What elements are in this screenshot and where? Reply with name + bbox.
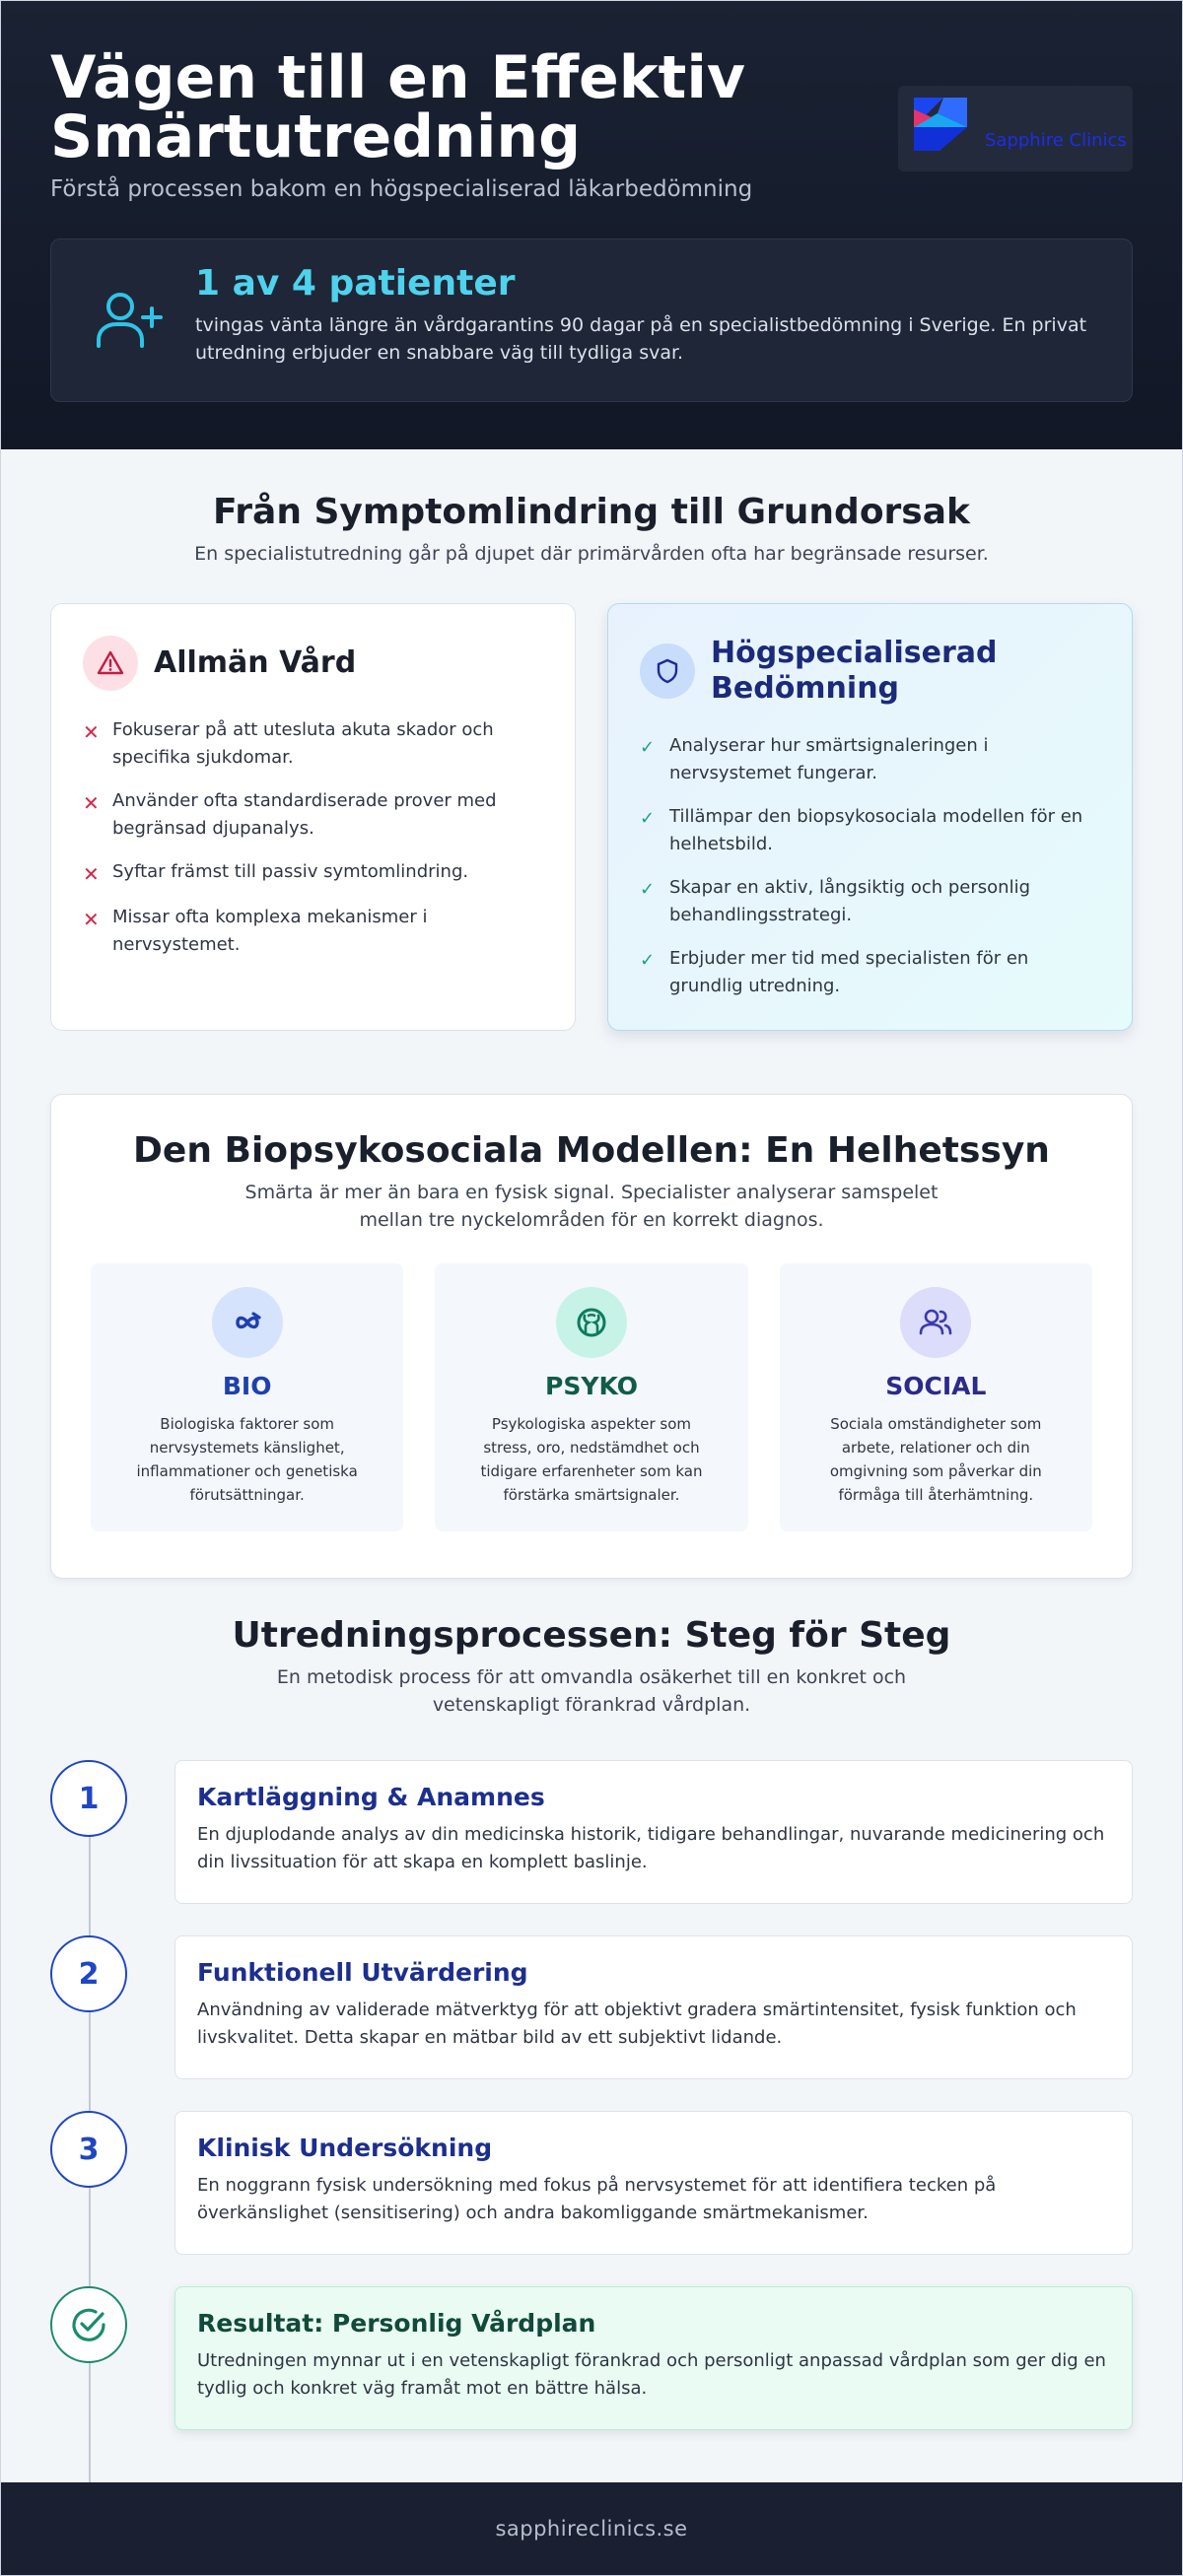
sapphire-logo-icon xyxy=(914,98,967,151)
list-item xyxy=(640,803,1100,858)
list-item xyxy=(83,904,543,959)
check-icon: ✓ xyxy=(640,808,656,829)
infinity-icon xyxy=(212,1287,283,1358)
shield-icon xyxy=(640,644,695,699)
step-title: Funktionell Utvärdering xyxy=(197,1958,528,1987)
step-card xyxy=(174,1760,1133,1904)
process-timeline xyxy=(50,1760,1133,2430)
result-title: Resultat: Personlig Vårdplan xyxy=(197,2309,596,2338)
specialist-title: Högspecialiserad Bedömning xyxy=(711,636,998,706)
list-item-text: Erbjuder mer tid med specialisten för en grundlig utredning. xyxy=(669,948,1029,996)
step-text: En djuplodande analys av din medicinska historik, tidigare behandlingar, nuvarande medicinering och din livssituation för att skapa en komplett baslinje. xyxy=(197,1824,1105,1872)
process-subtitle: En metodisk process för att omvandla osäkerhet till en konkret och vetenskapligt förankrad vårdplan. xyxy=(276,1666,907,1716)
logo[interactable] xyxy=(898,86,1133,171)
user-plus-icon xyxy=(91,283,166,358)
specialist-list xyxy=(640,732,1100,1000)
model-title: Den Biopsykosociala Modellen: En Helhetssyn xyxy=(133,1130,1050,1171)
comparison-section xyxy=(50,492,1133,1031)
list-item-text: Syftar främst till passiv symtomlindring. xyxy=(112,861,469,882)
list-item-text: Tillämpar den biopsykosociala modellen för en helhetsbild. xyxy=(669,806,1083,854)
list-item-text: Fokuserar på att utesluta akuta skador och specifika sjukdomar. xyxy=(112,719,494,768)
cross-icon: ✕ xyxy=(83,791,100,815)
psyko-box xyxy=(435,1263,747,1531)
step-number: 3 xyxy=(50,2111,127,2188)
psyko-label: PSYKO xyxy=(545,1372,638,1400)
cross-icon: ✕ xyxy=(83,720,100,744)
comparison-title: Från Symptomlindring till Grundorsak xyxy=(213,492,970,532)
list-item xyxy=(640,732,1100,787)
page-title: Vägen till en Effektiv Smärtutredning xyxy=(50,43,745,171)
stat-text: tvingas vänta längre än vårdgarantins 90 dagar på en specialistbedömning i Sverige. En privat utredning erbjuder en snabbare väg till tydliga svar. xyxy=(195,313,1087,364)
psyko-description: Psykologiska aspekter som stress, oro, nedstämdhet och tidigare erfarenheter som kan förstärka smärtsignaler. xyxy=(480,1415,703,1504)
social-label: SOCIAL xyxy=(885,1372,987,1400)
check-icon: ✓ xyxy=(640,950,656,971)
check-circle-icon xyxy=(50,2286,127,2363)
stat-title: 1 av 4 patienter xyxy=(195,262,516,304)
bio-label: BIO xyxy=(222,1372,272,1400)
step-card xyxy=(174,1935,1133,2079)
list-item-text: Missar ofta komplexa mekanismer i nervsystemet. xyxy=(112,907,428,955)
biopsychosocial-section xyxy=(50,1094,1133,1579)
step-title: Klinisk Undersökning xyxy=(197,2134,493,2162)
list-item xyxy=(640,874,1100,929)
list-item xyxy=(83,787,543,843)
check-icon: ✓ xyxy=(640,737,656,758)
general-care-card xyxy=(50,603,576,1031)
list-item-text: Skapar en aktiv, långsiktig och personlig behandlingsstrategi. xyxy=(669,877,1030,925)
bio-box xyxy=(91,1263,403,1531)
warning-icon xyxy=(83,636,138,691)
page-subtitle: Förstå processen bakom en högspecialiserad läkarbedömning xyxy=(50,176,753,202)
step-number: 2 xyxy=(50,1935,127,2012)
list-item-text: Använder ofta standardiserade prover med begränsad djupanalys. xyxy=(112,790,497,839)
users-icon xyxy=(900,1287,971,1358)
process-step xyxy=(50,1760,1133,1904)
step-text: En noggrann fysisk undersökning med fokus på nervsystemet för att identifiera tecken på överkänslighet (sensitisering) och andra bakomliggande smärtmekanismer. xyxy=(197,2175,997,2223)
brain-icon xyxy=(556,1287,627,1358)
result-card xyxy=(174,2286,1133,2430)
bio-description: Biologiska faktorer som nervsystemets känslighet, inflammationer och genetiska förutsättningar. xyxy=(136,1415,358,1504)
footer-link[interactable]: sapphireclinics.se xyxy=(495,2517,688,2541)
stat-card xyxy=(50,238,1133,402)
header xyxy=(1,1,1182,449)
list-item xyxy=(640,945,1100,1000)
comparison-subtitle: En specialistutredning går på djupet där primärvården ofta har begränsade resurser. xyxy=(194,543,989,565)
general-care-list xyxy=(83,716,543,959)
social-box xyxy=(780,1263,1092,1531)
check-icon: ✓ xyxy=(640,879,656,900)
step-text: Användning av validerade mätverktyg för att objektivt gradera smärtintensitet, fysisk funktion och livskvalitet. Detta skapar en mätbar bild av ett subjektivt lidande. xyxy=(197,2000,1077,2048)
process-step xyxy=(50,1935,1133,2079)
cross-icon: ✕ xyxy=(83,862,100,886)
logo-text: Sapphire Clinics xyxy=(985,130,1127,151)
list-item xyxy=(83,858,543,888)
step-card xyxy=(174,2111,1133,2255)
process-section xyxy=(50,1615,1133,2462)
specialist-card xyxy=(607,603,1133,1031)
model-subtitle: Smärta är mer än bara en fysisk signal. Specialister analyserar samspelet mellan tre nyckelområden för en korrekt diagnos. xyxy=(244,1182,939,1231)
result-step xyxy=(50,2286,1133,2430)
social-description: Sociala omständigheter som arbete, relationer och din omgivning som påverkar din förmåga till återhämtning. xyxy=(829,1415,1042,1504)
general-care-title: Allmän Vård xyxy=(154,645,357,680)
process-step xyxy=(50,2111,1133,2255)
step-number: 1 xyxy=(50,1760,127,1837)
cross-icon: ✕ xyxy=(83,908,100,931)
result-text: Utredningen mynnar ut i en vetenskapligt förankrad och personligt anpassad vårdplan som ger dig en tydlig och konkret väg framåt mot en bättre hälsa. xyxy=(197,2350,1106,2399)
footer xyxy=(1,2482,1182,2575)
process-title: Utredningsprocessen: Steg för Steg xyxy=(232,1615,951,1656)
list-item xyxy=(83,716,543,772)
step-title: Kartläggning & Anamnes xyxy=(197,1783,545,1811)
list-item-text: Analyserar hur smärtsignaleringen i nervsystemet fungerar. xyxy=(669,735,989,783)
